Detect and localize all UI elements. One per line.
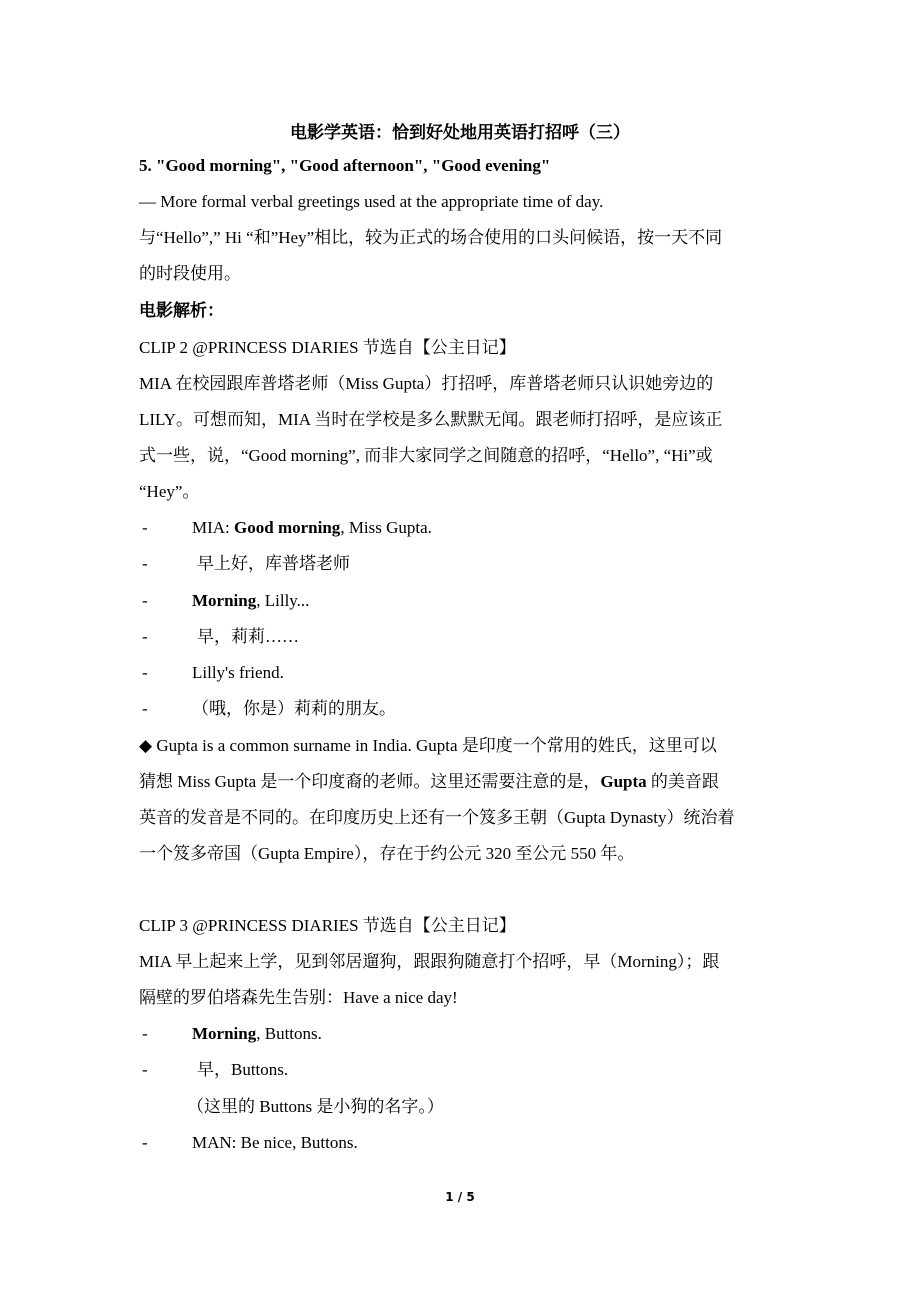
section-heading: 5. "Good morning", "Good afternoon", "Good evening" [139,156,551,175]
dialog-text: MAN: Be nice, Buttons. [192,1133,358,1152]
clip2-paragraph-2: LILY。可想而知，MIA 当时在学校是多么默默无闻。跟老师打招呼，是应该正 [139,410,723,429]
bold-phrase: Good morning [234,518,341,537]
bold-phrase: Morning [192,1024,257,1043]
page-number: 1 / 5 [445,1190,475,1204]
clip3-heading: CLIP 3 @PRINCESS DIARIES 节选自【公主日记】 [139,916,516,935]
note-line-2 [139,770,719,794]
dialog-translation: 早，Buttons. [197,1060,289,1079]
note-text: 猜想 Miss Gupta 是一个印度裔的老师。这里还需要注意的是， [139,772,601,791]
dialog-rest: , Buttons. [256,1024,322,1043]
dialog-translation: （哦，你是）莉莉的朋友。 [192,699,396,718]
dialog-rest: , Lilly... [256,591,310,610]
dialog-note-text: （这里的 Buttons 是小狗的名字。） [187,1097,444,1116]
dialog-rest: , Miss Gupta. [340,518,432,537]
dialog-dash: - [142,663,148,682]
doc-title: 电影学英语：恰到好处地用英语打招呼（三） [290,123,630,143]
clip3-paragraph-1: MIA 早上起来上学，见到邻居遛狗，跟跟狗随意打个招呼，早（Morning）；跟 [139,952,720,971]
note-line-3: 英音的发音是不同的。在印度历史上还有一个笈多王朝（Gupta Dynasty）统治着 [139,808,735,827]
dialog-dash: - [142,1133,148,1152]
dialog-dash: - [142,554,148,573]
clip2-paragraph-1: MIA 在校园跟库普塔老师（Miss Gupta）打招呼，库普塔老师只认识她旁边的 [139,374,714,393]
dialog-translation: 早上好，库普塔老师 [197,554,350,573]
note-line-1: ◆ Gupta is a common surname in India. Gupta 是印度一个常用的姓氏，这里可以 [139,736,717,755]
clip2-paragraph-4: “Hey”。 [139,482,200,501]
dialog-dash: - [142,699,148,718]
clip2-paragraph-3: 式一些，说，“Good morning”, 而非大家同学之间随意的招呼，“Hello”, “Hi”或 [139,446,713,465]
dialog-text [192,516,432,540]
analysis-label: 电影解析： [139,301,224,320]
bold-phrase: Gupta [600,772,647,791]
section-desc-cn-2: 的时段使用。 [139,264,241,283]
dialog-translation: 早，莉莉…… [197,627,299,646]
note-text: 的美音跟 [646,772,719,791]
dialog-text [192,1022,322,1046]
section-desc-en: — More formal verbal greetings used at the appropriate time of day. [139,192,604,211]
dialog-text: Lilly's friend. [192,663,284,682]
dialog-dash: - [142,627,148,646]
dialog-dash: - [142,518,148,537]
dialog-text [192,589,309,613]
section-desc-cn-1: 与“Hello”,” Hi “和”Hey”相比，较为正式的场合使用的口头问候语，按一天不同 [139,228,723,247]
speaker-label: MIA: [192,518,235,537]
dialog-dash: - [142,1024,148,1043]
dialog-dash: - [142,591,148,610]
clip3-paragraph-2: 隔壁的罗伯塔森先生告别：Have a nice day! [139,988,458,1007]
bold-phrase: Morning [192,591,257,610]
note-line-4: 一个笈多帝国（Gupta Empire），存在于约公元 320 至公元 550 年。 [139,844,635,863]
dialog-dash: - [142,1060,148,1079]
clip2-heading: CLIP 2 @PRINCESS DIARIES 节选自【公主日记】 [139,338,516,357]
